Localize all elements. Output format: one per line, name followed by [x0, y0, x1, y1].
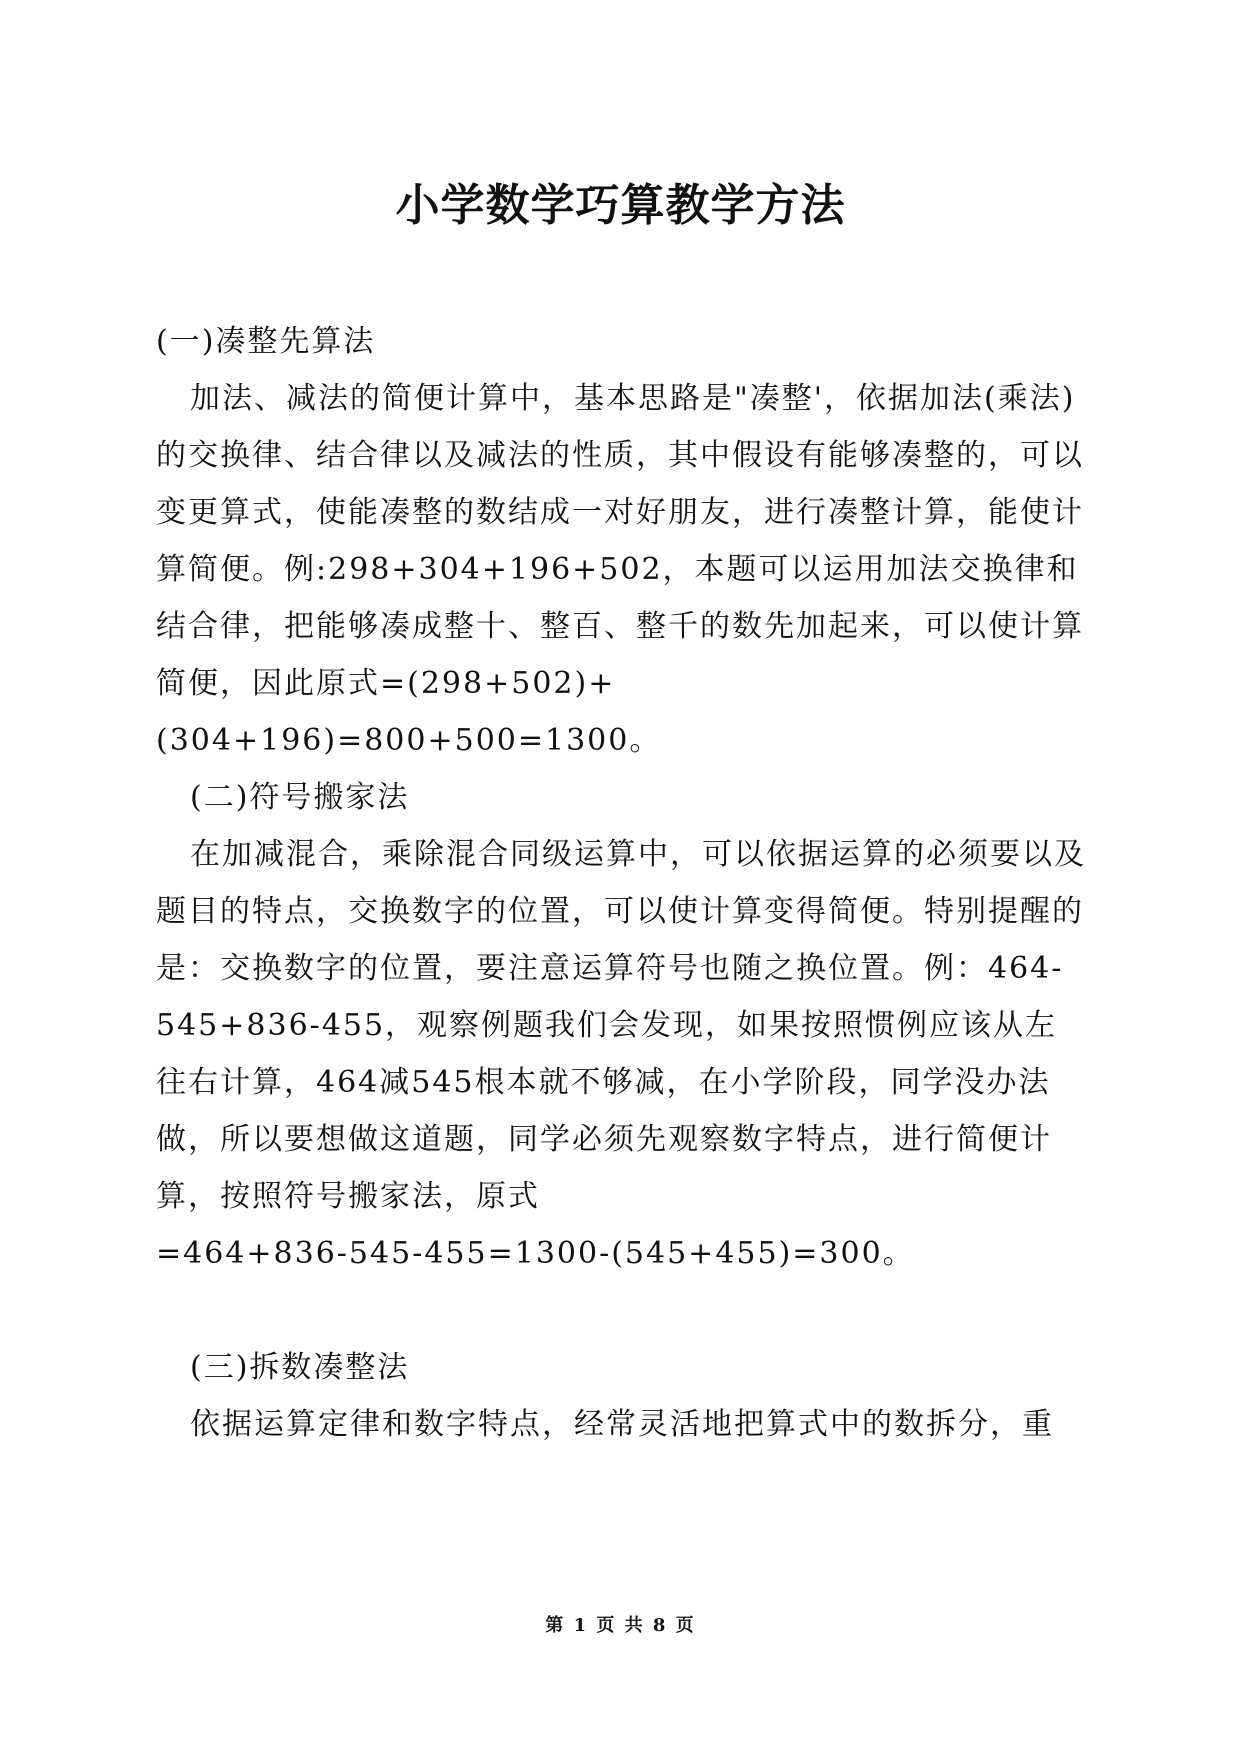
section-1-paragraph: 加法、减法的简便计算中，基本思路是"凑整'，依据加法(乘法)的交换律、结合律以及减法的性质，其中假设有能够凑整的，可以变更算式，使能凑整的数结成一对好朋友，进行凑整计算，能使计算简便。例:298+304+196+502，本题可以运用加法交换律和结合律，把能够凑成整十、整百、整千的数先加起来，可以使计算简便，因此原式=(298+502)+(304+196)=800+500=1300。	[156, 381, 1084, 758]
section-2-paragraph: 在加减混合，乘除混合同级运算中，可以依据运算的必须要以及题目的特点，交换数字的位置，可以使计算变得简便。特别提醒的是：交换数字的位置，要注意运算符号也随之换位置。例：464-545+836-455，观察例题我们会发现，如果按照惯例应该从左往右计算，464减545根本就不够减，在小学阶段，同学没办法做，所以要想做这道题，同学必须先观察数字特点，进行简便计算，按照符号搬家法，原式	[156, 837, 1086, 1214]
page-number-footer: 第 1 页 共 8 页	[545, 1615, 696, 1636]
section-2-formula: =464+836-545-455=1300-(545+455)=300。	[156, 1236, 915, 1271]
document-body	[156, 313, 1086, 1453]
section-1-heading: (一)凑整先算法	[156, 324, 376, 359]
section-3-paragraph: 依据运算定律和数字特点，经常灵活地把算式中的数拆分，重	[190, 1407, 1054, 1442]
paragraph-spacer	[156, 1282, 1086, 1339]
section-2-heading: (二)符号搬家法	[190, 780, 410, 815]
document-title: 小学数学巧算教学方法	[395, 180, 846, 231]
section-3-heading: (三)拆数凑整法	[190, 1350, 410, 1385]
